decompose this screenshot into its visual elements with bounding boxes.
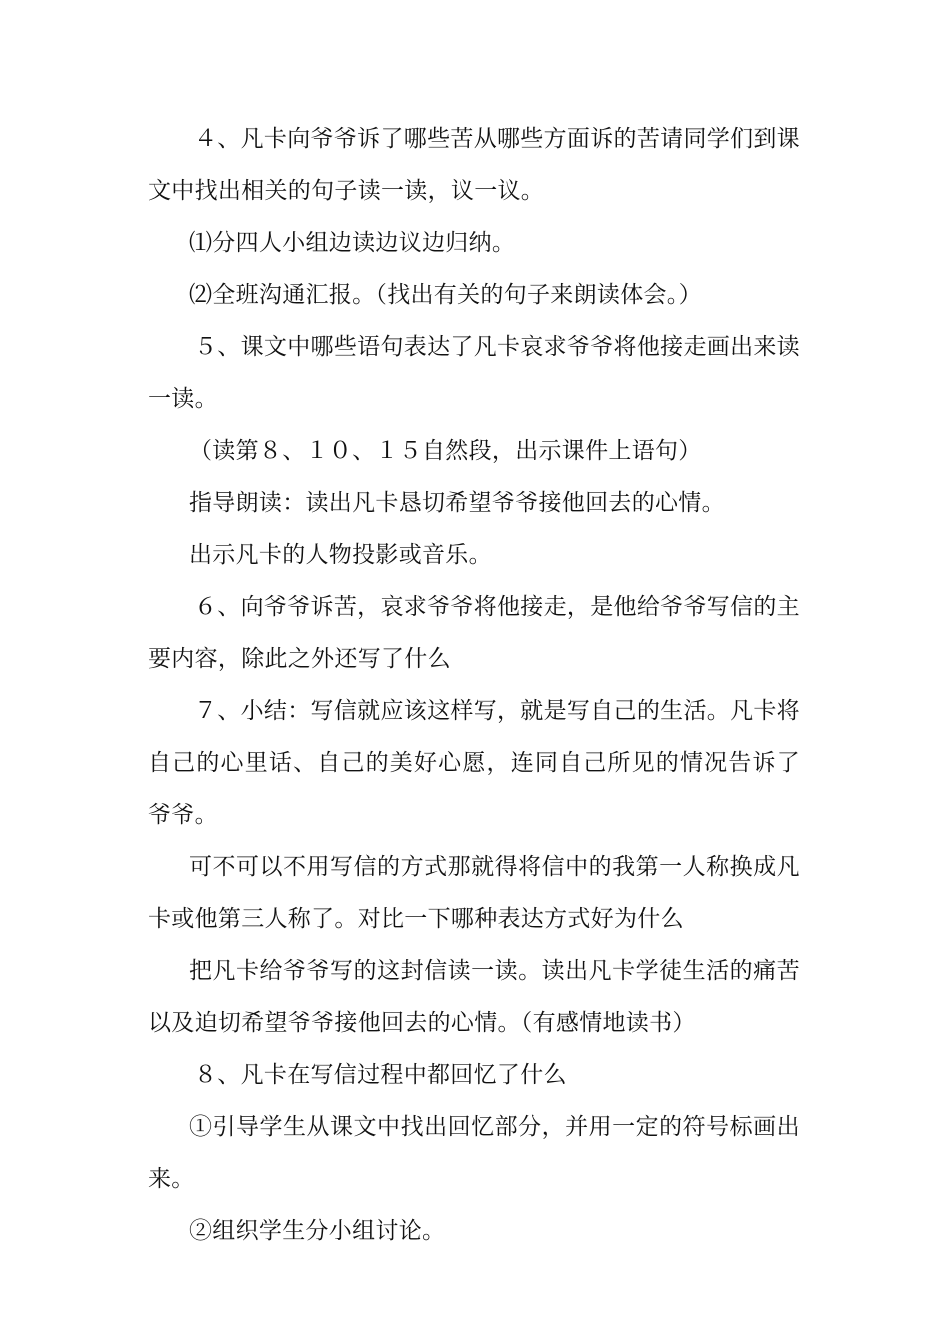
- paragraph-perspective-question: 可不可以不用写信的方式那就得将信中的我第一人称换成凡卡或他第三人称了。对比一下哪种表达方式好为什么: [148, 854, 800, 932]
- paragraph-reading-note: （读第８、１０、１５自然段，出示课件上语句）: [189, 438, 702, 464]
- paragraph-circled-1: ①引导学生从课文中找出回忆部分，并用一定的符号标画出来。: [148, 1114, 800, 1192]
- paragraph-question-4: ４、凡卡向爷爷诉了哪些苦从哪些方面诉的苦请同学们到课文中找出相关的句子读一读，议一议。: [148, 126, 800, 204]
- paragraph-question-8: ８、凡卡在写信过程中都回忆了什么: [194, 1062, 567, 1088]
- paragraph-step-2: ⑵全班沟通汇报。（找出有关的句子来朗读体会。）: [189, 282, 702, 308]
- paragraph-question-6: ６、向爷爷诉苦，哀求爷爷将他接走，是他给爷爷写信的主要内容，除此之外还写了什么: [148, 594, 800, 672]
- paragraph-circled-2: ②组织学生分小组讨论。: [189, 1218, 446, 1244]
- paragraph-question-5: ５、课文中哪些语句表达了凡卡哀求爷爷将他接走画出来读一读。: [148, 334, 800, 412]
- paragraph-show-media: 出示凡卡的人物投影或音乐。: [189, 542, 492, 568]
- document-body: [148, 113, 800, 1257]
- paragraph-reading-guidance: 指导朗读：读出凡卡恳切希望爷爷接他回去的心情。: [189, 490, 725, 516]
- paragraph-read-letter: 把凡卡给爷爷写的这封信读一读。读出凡卡学徒生活的痛苦以及迫切希望爷爷接他回去的心情。（有感情地读书）: [148, 958, 800, 1036]
- paragraph-step-1: ⑴分四人小组边读边议边归纳。: [189, 230, 516, 256]
- paragraph-summary-7: ７、小结：写信就应该这样写，就是写自己的生活。凡卡将自己的心里话、自己的美好心愿，连同自己所见的情况告诉了爷爷。: [148, 698, 800, 828]
